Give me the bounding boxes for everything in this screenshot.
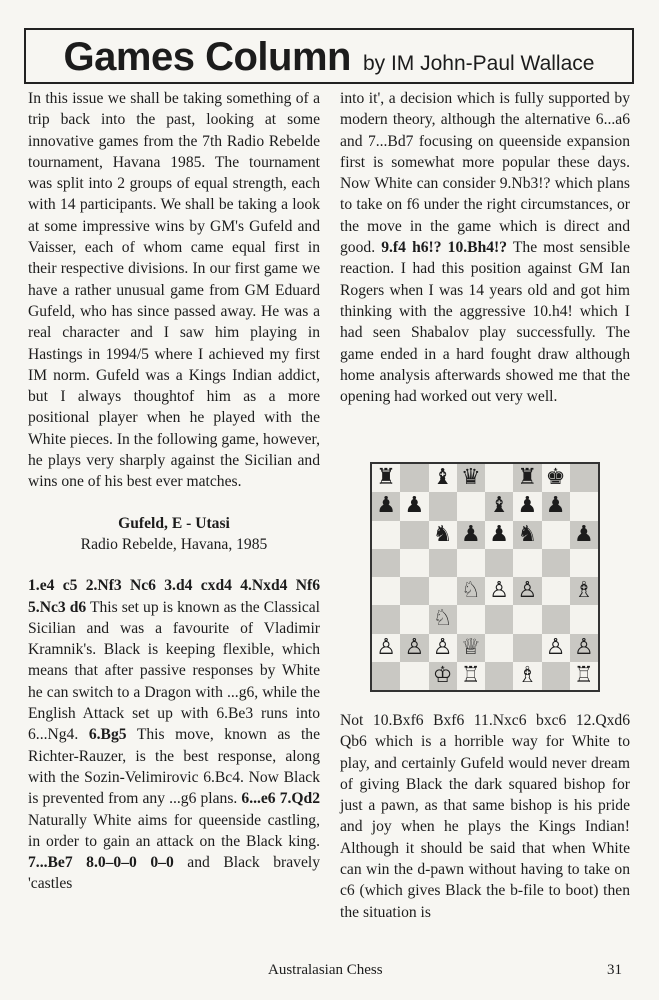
board-square: [570, 605, 598, 633]
board-square: ♙: [513, 577, 541, 605]
board-square: ♞: [513, 521, 541, 549]
board-square: ♝: [485, 492, 513, 520]
board-square: [513, 605, 541, 633]
board-square: [485, 464, 513, 492]
board-square: [457, 492, 485, 520]
moves-3: 6...e6 7.Qd2: [241, 790, 320, 808]
board-square: ♙: [429, 634, 457, 662]
board-square: [542, 662, 570, 690]
board-square: ♙: [542, 634, 570, 662]
board-square: [485, 662, 513, 690]
board-square: ♟: [485, 521, 513, 549]
board-square: ♞: [429, 521, 457, 549]
board-square: [400, 464, 428, 492]
right-paragraph-1: [340, 88, 630, 407]
board-square: ♛: [457, 464, 485, 492]
board-square: [429, 549, 457, 577]
left-column: [28, 88, 320, 895]
annotation-text-1: This set up is known as the Classical Sicilian and was a favourite of Vladimir Kramnik's. Black is keeping flexible, which means that after passive responses by White he can switch to a Dragon with ...g6, while the English Attack set up with 6.Be3 runs into 6...Ng4.: [28, 598, 321, 744]
page-number: 31: [607, 962, 622, 978]
board-square: ♕: [457, 634, 485, 662]
board-square: [542, 549, 570, 577]
board-square: [372, 577, 400, 605]
board-square: ♙: [372, 634, 400, 662]
board-square: [542, 521, 570, 549]
game-players: Gufeld, E - Utasi: [118, 514, 230, 532]
board-square: ♙: [485, 577, 513, 605]
moves-4: 7...Be7 8.0–0–0 0–0: [28, 854, 174, 872]
right-column-top: [340, 88, 630, 407]
board-square: [485, 605, 513, 633]
annotation-text-3: Naturally White aims for queenside castling, in order to gain an attack on the Black king.: [28, 811, 320, 850]
annotation-text-4: and Black bravely 'castles: [28, 854, 320, 893]
board-square: ♟: [400, 492, 428, 520]
board-square: [400, 662, 428, 690]
page-title: Games Column: [63, 35, 351, 79]
intro-paragraph: In this issue we shall be taking something of a trip back into the past, looking at some innovative games from the 7th Radio Rebelde tournament, Havana 1985. The tournament was split into 2 groups of equal strength, each with 14 participants. We shall be taking a look at some impressive wins by GM's Gufeld and Vaisser, each of whom came equal first in their respective divisions. In our first game we have a rather unusual game from GM Eduard Gufeld, who has since passed away. He was a real character and I saw him playing in Hastings in 1994/5 where I achieved my first IM norm. Gufeld was a Kings Indian addict, but I always thoughtof him as a more positional player when he played with the White pieces. In the following game, however, he plays very sharply against the Sicilian and wins one of his best ever matches.: [28, 90, 320, 491]
board-square: ♗: [513, 662, 541, 690]
board-square: ♙: [400, 634, 428, 662]
board-square: ♙: [570, 634, 598, 662]
board-square: ♘: [457, 577, 485, 605]
right-moves-1: 9.f4 h6!? 10.Bh4!?: [381, 239, 508, 257]
board-square: ♜: [372, 464, 400, 492]
board-square: ♟: [457, 521, 485, 549]
moves-2: 6.Bg5: [88, 726, 127, 744]
board-square: ♖: [457, 662, 485, 690]
board-square: [400, 521, 428, 549]
right-paragraph-2: Not 10.Bxf6 Bxf6 11.Nxc6 bxc6 12.Qxd6 Qb6 which is a horrible way for White to play, and certainly Gufeld would never dream of giving Black the dark squared bishop for just a pawn, as that same bishop is his pride and joy when he plays the Kings Indian! Although it should be said that when White can win the d-pawn without having to take on c6 (which gives Black the b-file to boot) then the situation is: [340, 712, 630, 921]
board-square: [570, 549, 598, 577]
board-square: [400, 549, 428, 577]
board-square: [542, 577, 570, 605]
board-square: [542, 605, 570, 633]
board-square: ♝: [429, 464, 457, 492]
board-square: [457, 549, 485, 577]
board-square: [485, 549, 513, 577]
board-square: ♚: [542, 464, 570, 492]
game-event: Radio Rebelde, Havana, 1985: [80, 535, 268, 553]
board-square: ♜: [513, 464, 541, 492]
board-square: [513, 549, 541, 577]
board-square: [513, 634, 541, 662]
board-square: [372, 549, 400, 577]
board-square: ♗: [570, 577, 598, 605]
board-square: [457, 605, 485, 633]
board-square: [372, 662, 400, 690]
board-square: ♟: [570, 521, 598, 549]
publication-name: Australasian Chess: [268, 962, 383, 978]
board-square: [429, 577, 457, 605]
board-square: ♟: [542, 492, 570, 520]
board-square: [372, 521, 400, 549]
board-square: [400, 605, 428, 633]
board-square: [429, 492, 457, 520]
board-square: ♘: [429, 605, 457, 633]
board-square: ♖: [570, 662, 598, 690]
board-square: [372, 605, 400, 633]
board-square: ♔: [429, 662, 457, 690]
board-square: [400, 577, 428, 605]
board-square: [570, 464, 598, 492]
right-text-2: The most sensible reaction. I had this position against GM Ian Rogers when I was 14 years old and got him thinking with the aggressive 10.h4! which I had seen Shabalov play successfully. The game ended in a hard fought draw although home analysis afterwards showed me that the opening had worked out very well.: [340, 239, 630, 406]
right-column-bottom: [340, 710, 630, 923]
moves-1: 1.e4 c5 2.Nf3 Nc6 3.d4 cxd4 4.Nxd4 Nf6 5.Nc3 d6: [28, 577, 320, 616]
right-text-1: into it', a decision which is fully supported by modern theory, although the alternative 6...a6 and 7...Bd7 focusing on queenside expansion first is somewhat more popular these days. Now White can consider 9.Nb3!? which plans to take on f6 under the right circumstances, or the move in the game which is direct and good.: [340, 90, 630, 257]
board-square: ♟: [372, 492, 400, 520]
board-square: ♟: [513, 492, 541, 520]
chess-board-diagram: [370, 462, 600, 692]
game-heading: [28, 513, 320, 556]
annotation-paragraph: [28, 575, 320, 894]
author-byline: by IM John-Paul Wallace: [362, 52, 595, 75]
annotation-text-2: This move, known as the Richter-Rauzer, is the best response, along with the Sozin-Velimirovic 6.Bc4. Now Black is prevented from any ...g6 plans.: [28, 726, 320, 808]
column-header: [24, 28, 634, 84]
board-square: [485, 634, 513, 662]
board-square: [570, 492, 598, 520]
